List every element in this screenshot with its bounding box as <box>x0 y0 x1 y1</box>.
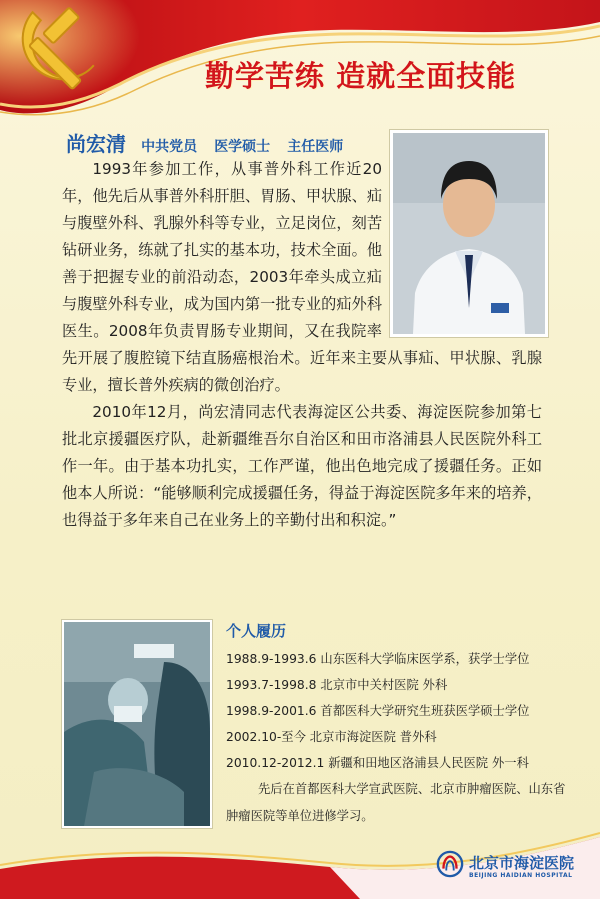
biography <box>62 156 542 534</box>
resume-entry: 1988.9-1993.6 山东医科大学临床医学系，获学士学位 <box>226 652 530 666</box>
resume-entry: 2010.12-2012.1 新疆和田地区洛浦县人民医院 外一科 <box>226 756 529 770</box>
hospital-logo <box>436 844 586 884</box>
doctor-name: 尚宏清 <box>66 132 126 156</box>
resume-note: 先后在首都医科大学宣武医院、北京市肿瘤医院、山东省肿瘤医院等单位进修学习。 <box>226 782 566 823</box>
resume-list <box>226 646 529 776</box>
hammer-and-sickle-emblem <box>2 2 104 104</box>
portrait-spacer <box>382 156 542 334</box>
resume-entry: 1993.7-1998.8 北京市中关村医院 外科 <box>226 678 448 692</box>
title-degree: 医学硕士 <box>214 139 271 155</box>
headline: 勤学苦练 造就全面技能 <box>205 59 517 93</box>
resume-entry: 1998.9-2001.6 首都医科大学研究生班获医学硕士学位 <box>226 704 530 718</box>
hospital-name-cn: 北京市海淀医院 <box>469 854 575 872</box>
surgery-photo <box>62 620 212 828</box>
hospital-name-en: BEIJING HAIDIAN HOSPITAL <box>469 872 573 879</box>
name-line <box>66 128 355 157</box>
resume-heading: 个人履历 <box>226 622 287 640</box>
title-party: 中共党员 <box>141 139 198 155</box>
hospital-logo-icon <box>436 850 464 878</box>
bio-paragraph-1: 1993年参加工作，从事普外科工作近20年，他先后从事普外科肝胆、胃肠、甲状腺、疝与腹壁外科、乳腺外科等专业，立足岗位，刻苦钻研业务，练就了扎实的基本功，技术全面。他善于把握专业的前沿动态，2003年牵头成立疝与腹壁外科专业，成为国内第一批专业的疝外科医生。2008年负责胃肠专业期间，又在我院率先开展了腹腔镜下结直肠癌根治术。近年来主要从事疝、甲状腺、乳腺专业，擅长普外疾病的微创治疗。 <box>62 160 542 394</box>
resume-entry: 2002.10-至今 北京市海淀医院 普外科 <box>226 730 437 744</box>
title-position: 主任医师 <box>287 139 344 155</box>
bio-paragraph-2: 2010年12月，尚宏清同志代表海淀区公共委、海淀医院参加第七批北京援疆医疗队，赴新疆维吾尔自治区和田市洛浦县人民医院外科工作一年。由于基本功扎实，工作严谨，他出色地完成了援疆任务。正如他本人所说：“能够顺利完成援疆任务，得益于海淀医院多年来的培养，也得益于多年来自己在业务上的辛勤付出和积淀。” <box>62 403 542 529</box>
